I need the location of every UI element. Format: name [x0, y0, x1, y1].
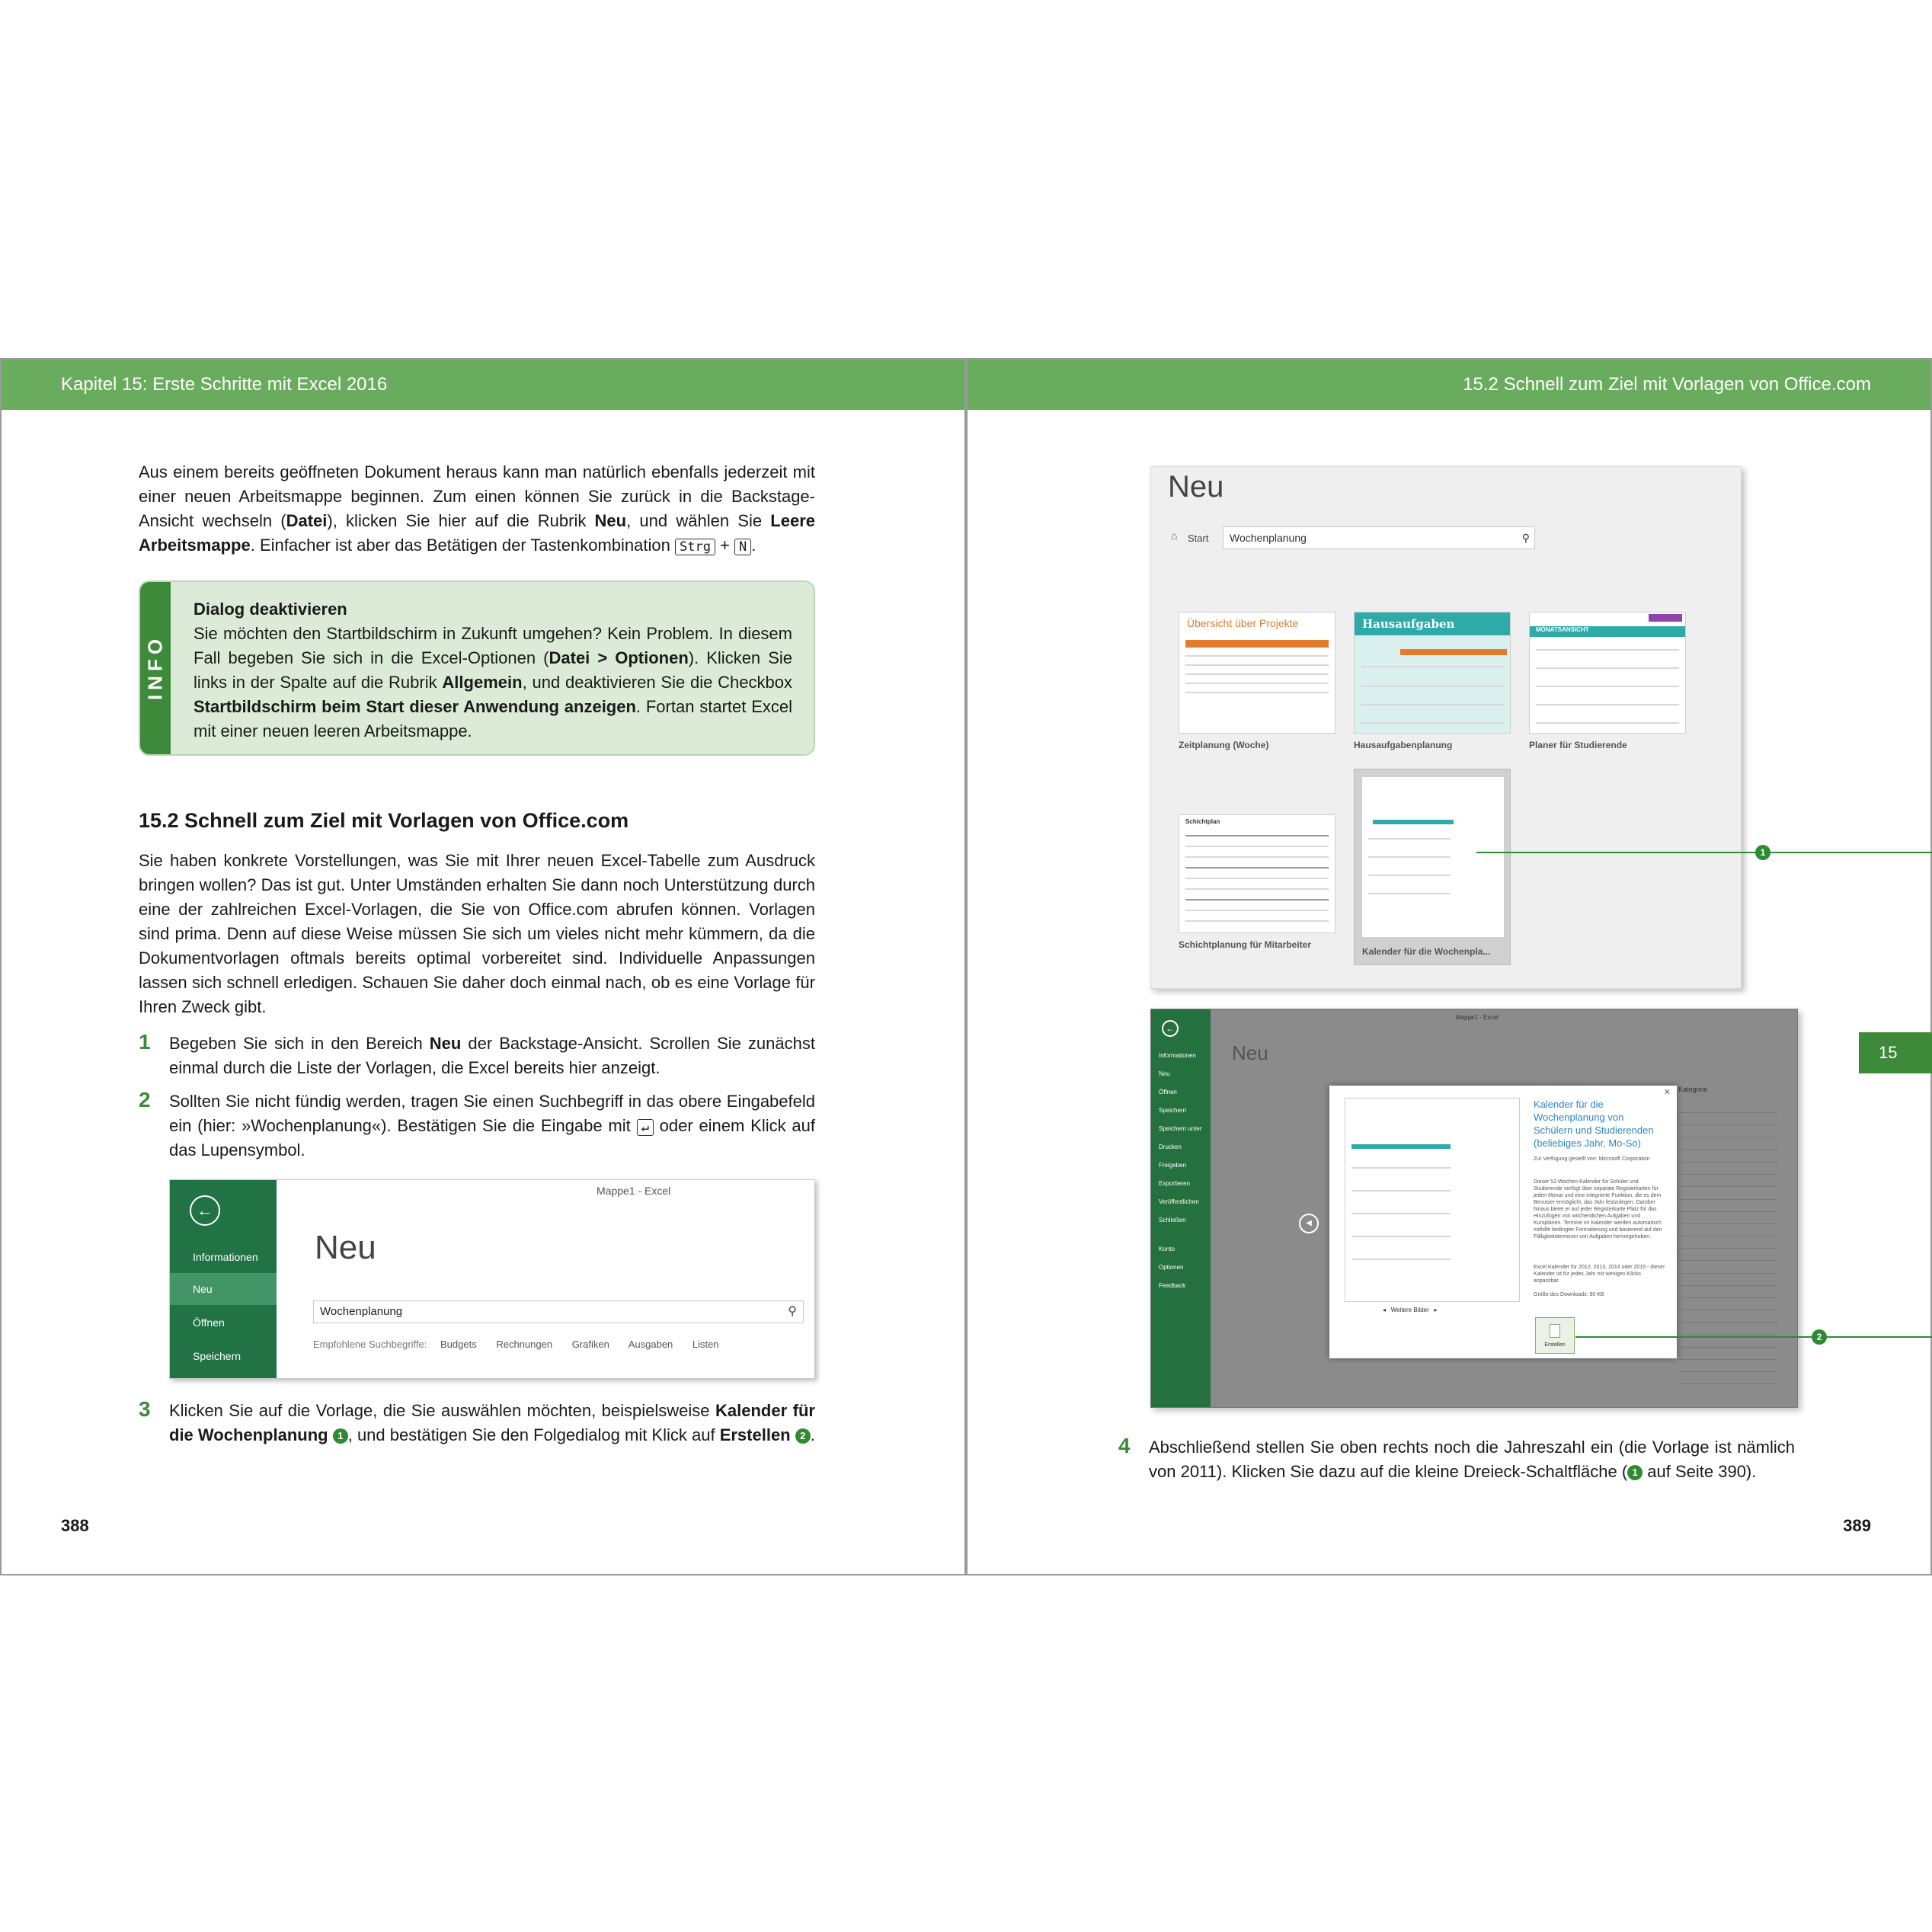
suggestion-budgets[interactable]: Budgets	[440, 1339, 477, 1350]
callout-marker: 1	[1627, 1465, 1643, 1480]
intro-paragraph: Aus einem bereits geöffneten Dokument heraus kann man natürlich ebenfalls jederzeit mit einer neuen Arbeitsmappe beginnen. Zum einen können Sie zurück in die Backstage-Ansicht wechseln (Datei), klicken Sie hier auf die Rubrik Neu, und wählen Sie Leere Arbeitsmappe. Einfacher ist aber das Betätigen der Tastenkombination Strg + N .	[139, 462, 815, 555]
info-title: Dialog deaktivieren	[194, 600, 347, 619]
template-dialog-screenshot	[1150, 1009, 1798, 1408]
menu-oeffnen[interactable]: Öffnen	[193, 1316, 225, 1329]
template-caption: Kalender für die Wochenpla...	[1362, 946, 1491, 957]
left-page	[0, 358, 966, 1575]
info-box	[139, 581, 815, 756]
category-title: Kategorie	[1678, 1086, 1708, 1093]
dialog-title: Kalender für die Wochenplanung von Schülern und Studierenden (beliebiges Jahr, Mo-So)	[1534, 1099, 1654, 1149]
template-caption: Hausaufgabenplanung	[1354, 740, 1453, 750]
template-schichtplanung[interactable]: Schichtplan	[1179, 814, 1335, 933]
chapter-header: Kapitel 15: Erste Schritte mit Excel 2016	[2, 360, 964, 410]
template-search-input[interactable]: Wochenplanung ⚲	[313, 1300, 804, 1323]
suggestion-listen[interactable]: Listen	[692, 1339, 719, 1350]
callout-line	[1476, 852, 1932, 853]
home-icon[interactable]: ⌂	[1171, 529, 1178, 542]
menu-speichern[interactable]: Speichern	[193, 1350, 242, 1362]
menu-neu[interactable]: Neu	[170, 1273, 277, 1305]
template-kalender-selected[interactable]	[1354, 769, 1511, 965]
step-4: 4 Abschließend stellen Sie oben rechts noch die Jahreszahl ein (die Vorlage ist nämlich von 2011). Klicken Sie dazu auf die kleine Dreieck-Schaltfläche ( 1 auf Seite 390).	[1118, 1434, 1795, 1481]
template-dialog	[1329, 1086, 1677, 1358]
template-hausaufgaben[interactable]: Hausaufgaben	[1354, 612, 1511, 734]
suggestion-rechnungen[interactable]: Rechnungen	[496, 1339, 553, 1350]
template-gallery-screenshot	[1150, 466, 1742, 989]
backstage-sidebar	[170, 1180, 277, 1378]
section-title: 15.2 Schnell zum Ziel mit Vorlagen von Office.com	[139, 809, 629, 832]
gallery-heading: Neu	[1168, 470, 1224, 504]
step-2: 2 Sollten Sie nicht fündig werden, tragen Sie einen Suchbegriff in das obere Eingabefeld ein (hier: »Wochenplanung«). Bestätigen Sie die Eingabe mit ↵ oder einem Klick auf das Lupensymbol.	[139, 1088, 815, 1160]
template-description: Dieser 52-Wochen-Kalender für Schüler und Studierende verfügt über separate Registerkarten für jeden Monat und eine integrierte Funktion, die es dem Benutzer ermöglicht, das Jahr festzulegen. Darüber hinaus bietet er auf jeder Registerkarte Platz für das Hinzufügen von wöchentlichen Aufgaben und Kursplänen. Termine im Kalender werden automatisch mithilfe bedingter Formatierung und basierend auf den Fälligkeitsterminen von Aufgaben hervorgehoben.	[1534, 1179, 1662, 1239]
download-size: Größe des Downloads: 90 KB	[1534, 1292, 1604, 1297]
key-enter: ↵	[637, 1119, 654, 1136]
window-title: Mappe1 - Excel	[597, 1185, 671, 1197]
backstage-heading: Neu	[315, 1229, 376, 1266]
more-images-link[interactable]: ◂ Weitere Bilder ▸	[1383, 1307, 1438, 1313]
suggestion-grafiken[interactable]: Grafiken	[571, 1339, 609, 1350]
backstage-sidebar: ← Informationen Neu Öffnen Speichern Speichern unter Drucken Freigeben Exportieren Veröffentlichen Schließen Konto Optionen Feedback	[1151, 1009, 1211, 1407]
document-icon	[1550, 1324, 1560, 1338]
template-caption: Planer für Studierende	[1529, 740, 1627, 750]
page-number: 389	[1843, 1516, 1871, 1535]
page-number: 388	[61, 1516, 89, 1535]
close-icon[interactable]: ✕	[1663, 1088, 1671, 1097]
window-title: Mappe1 - Excel	[1456, 1014, 1499, 1021]
menu-informationen[interactable]: Informationen	[193, 1251, 258, 1263]
start-link[interactable]: Start	[1188, 533, 1209, 544]
search-icon[interactable]: ⚲	[1521, 532, 1530, 544]
callout-marker: 2	[795, 1428, 811, 1444]
template-zeitplanung[interactable]: Übersicht über Projekte	[1179, 612, 1335, 734]
info-tab: INFO	[140, 582, 171, 754]
template-planer[interactable]: MONATSANSICHT	[1529, 612, 1686, 734]
step-1: 1 Begeben Sie sich in den Bereich Neu der Backstage-Ansicht. Scrollen Sie zunächst einmal durch die Liste der Vorlagen, die Excel bereits hier anzeigt.	[139, 1030, 815, 1077]
callout-marker: 2	[1812, 1329, 1827, 1345]
back-arrow-icon[interactable]: ←	[1162, 1020, 1179, 1037]
template-caption: Schichtplanung für Mitarbeiter	[1179, 939, 1312, 950]
template-caption: Zeitplanung (Woche)	[1179, 740, 1269, 750]
gallery-search-input[interactable]: Wochenplanung ⚲	[1223, 526, 1535, 549]
section-paragraph: Sie haben konkrete Vorstellungen, was Sie mit Ihrer neuen Excel-Tabelle zum Ausdruck bringen wollen? Das ist gut. Unter Umständen erhalten Sie dann noch Unterstützung durch eine der zahlreichen Excel-Vorlagen, die Sie von Office.com abrufen können. Vorlagen sind prima. Denn auf diese Weise müssen Sie sich um vieles nicht mehr kümmern, da die Dokumentvorlagen oftmals bereits optimal vorbereitet sind. Individuelle Anpassungen lassen sich schnell erledigen. Schauen Sie daher doch einmal nach, ob es eine Vorlage für Ihren Zweck gibt.	[139, 851, 815, 1016]
key-n: N	[734, 539, 751, 555]
suggested-searches: Empfohlene Suchbegriffe: Budgets Rechnungen Grafiken Ausgaben Listen	[313, 1339, 719, 1350]
key-strg: Strg	[675, 539, 715, 555]
suggestion-ausgaben[interactable]: Ausgaben	[628, 1339, 673, 1350]
template-years: Excel Kalender für 2012, 2013, 2014 oder 2015 - dieser Kalender ist für jedes Jahr mit wenigen Klicks anpassbar.	[1534, 1265, 1665, 1284]
back-arrow-icon[interactable]: ←	[190, 1195, 220, 1226]
callout-line	[1575, 1336, 1932, 1338]
category-list	[1678, 1101, 1777, 1384]
callout-marker: 1	[1755, 845, 1770, 860]
create-button[interactable]: Erstellen	[1535, 1317, 1575, 1354]
provided-by: Zur Verfügung gestellt von: Microsoft Corporation	[1534, 1156, 1650, 1162]
chapter-thumb-tab: 15	[1859, 1032, 1932, 1073]
callout-marker: 1	[333, 1428, 348, 1444]
section-header: 15.2 Schnell zum Ziel mit Vorlagen von Office.com	[968, 360, 1930, 410]
search-icon[interactable]: ⚲	[788, 1305, 797, 1318]
template-preview	[1345, 1098, 1520, 1302]
carousel-prev-icon[interactable]: ◀	[1299, 1214, 1319, 1233]
info-text: Sie möchten den Startbildschirm in Zukunft umgehen? Kein Problem. In diesem Fall begeben Sie sich in die Excel-Optionen (Datei > Optionen). Klicken Sie links in der Spalte auf die Rubrik Allgemein, und deaktivieren Sie die Checkbox Startbildschirm beim Start dieser Anwendung anzeigen. Fortan startet Excel mit einer neuen leeren Arbeitsmappe.	[194, 624, 792, 740]
step-3: 3 Klicken Sie auf die Vorlage, die Sie auswählen möchten, beispielsweise Kalender für die Wochenplanung 1 , und bestätigen Sie den Folgedialog mit Klick auf Erstellen 2 .	[139, 1397, 815, 1444]
right-page	[966, 358, 1932, 1575]
backstage-heading: Neu	[1232, 1041, 1268, 1064]
excel-new-screenshot	[169, 1179, 815, 1379]
